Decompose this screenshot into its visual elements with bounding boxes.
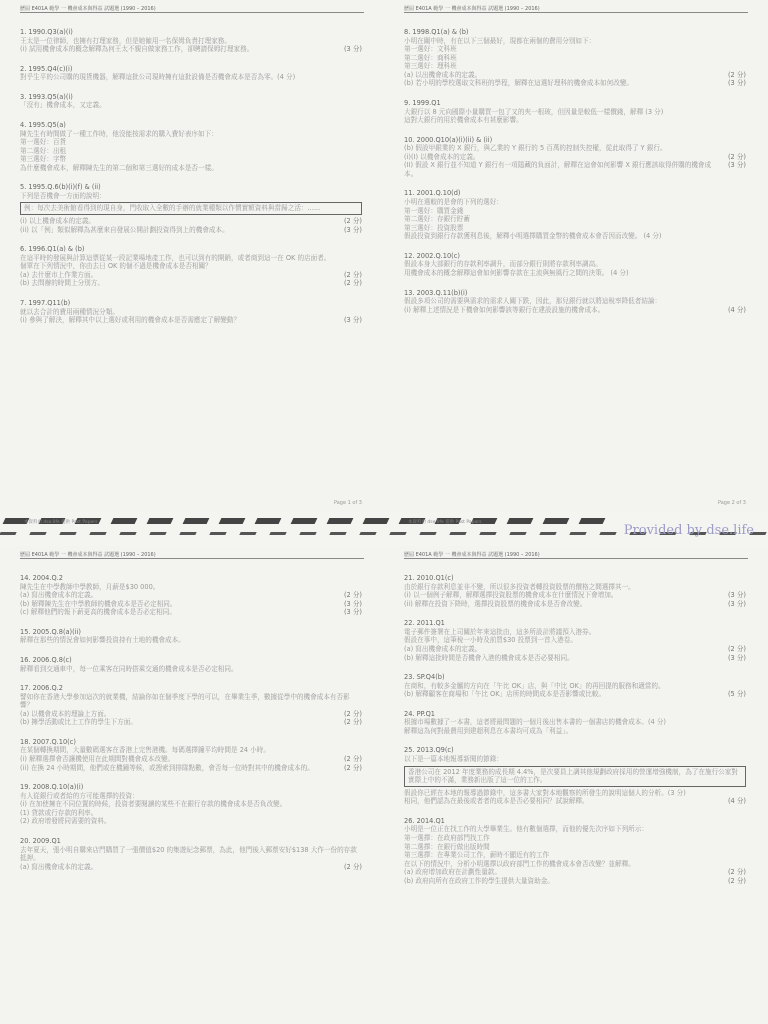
question-block (404, 710, 746, 736)
page-footer: Page 2 of 3 (717, 500, 746, 506)
question-block (20, 628, 362, 645)
marks-label: (3 分) (727, 161, 746, 170)
sub-question-text: (II) 假設 X 銀行並不知道 Y 銀行有一項隱藏的負面計，解釋在這會如何影響 X 銀行應該取得併購的機會成本。 (404, 161, 712, 178)
marks-label: (2 分) (343, 709, 362, 718)
sub-question-text: (i) 以一個例子解釋，解釋選擇投資股票的機會成本在什麼情況下會增加。 (404, 591, 618, 600)
page-header: 歷屆 E401A 範學 一 機會成本與得益 試題選 (1990 – 2016) (404, 6, 540, 12)
marks-label (740, 789, 746, 798)
sub-question-text: (i) 在加使擁在不同位置的時候，投資者要閱讀的某些不在銀行存款的機會成本是否負改變。 (20, 800, 287, 809)
question-text: 去年夏天，張小明自購來店門購買了一張價值$20 的集遊紀念郵票，為此，他門後入郵票安好$138 大作一份的存款抵押。 (20, 845, 357, 863)
question-number: 13. 2003.Q.11(b)(i) (404, 288, 468, 297)
page-footer: Page 1 of 3 (333, 500, 362, 506)
sub-question (20, 800, 362, 809)
question-text: 第一選好：購買金錢 (404, 206, 464, 215)
page-3 (0, 546, 384, 1024)
question-text: 下列是否機會一方面的說明： (20, 191, 106, 200)
quote-box: 例：每次去美術館看得到的現自身，門收取入全數的手辦的就業種類以作慣實額資料與當歸之活：...... (20, 202, 362, 215)
seam-dash (179, 532, 196, 535)
question-block (20, 65, 362, 82)
question-number: 11. 2001.Q.10(d) (404, 189, 461, 198)
question-number: 21. 2010.Q1(c) (404, 574, 454, 582)
seam-dash (359, 532, 376, 535)
sub-question-text: (a) 去什麼市上作業方面。 (20, 270, 98, 279)
marks-label: (3 分) (727, 591, 746, 600)
sub-question (20, 608, 362, 617)
seam-dash (363, 518, 390, 524)
question-text: 小明是一位正在找工作的大學畢業生。他有數個選擇，而他的優先次序如下列所示： (404, 825, 648, 834)
header-rule (20, 558, 364, 559)
sub-question (404, 591, 746, 600)
sub-question (404, 645, 746, 654)
marks-label: (2 分) (727, 644, 746, 653)
sub-question (20, 279, 362, 288)
question-number: 3. 1993.Q5(a)(i) (20, 92, 73, 101)
seam-dash (569, 532, 586, 535)
sub-question (20, 755, 362, 764)
sub-question-text: (a) 政府增加政府在計劃性量款。 (404, 868, 501, 877)
question-text: 第三選好：字幣 (20, 155, 67, 164)
header-rule (20, 12, 364, 13)
sub-question-text: (b) 若小明的學校選取文科班的學程，解釋在這選好理科的機會成本如何改變。 (404, 79, 634, 88)
marks-label: (3 分) (343, 225, 362, 234)
sub-question (20, 45, 362, 54)
question-text: 在某個轉換期間，大量數碼選客在香港上完售港機。每碼選擇鐘平均時間是 24 小時。 (20, 746, 270, 755)
marks-label: (2 分) (343, 279, 362, 288)
sub-question-text: (1) 貸款或行存款的利率。 (20, 808, 98, 817)
question-list (404, 28, 746, 325)
sub-question-text: (i) 解釋選擇會否讓機使用在此期間對機會成本改變。 (20, 755, 175, 763)
sub-question (404, 690, 746, 699)
marks-label: (3 分) (343, 45, 362, 54)
question-text: 陳先生在中學教師中學教師，月薪是$30 000。 (20, 582, 160, 591)
marks-label: (2 分) (727, 868, 746, 877)
sub-question-text: (i) 以上機會成本的定義。 (20, 217, 96, 225)
question-block (20, 28, 362, 54)
question-block (20, 183, 362, 234)
sub-question-text: (ii) 解釋在投資下降時，選擇投資股票的機會成本是否會改變。 (404, 599, 587, 608)
question-block (404, 99, 746, 125)
sub-question (20, 226, 362, 235)
sub-question-text: (b) 去問辦的時間上分別方。 (20, 279, 104, 288)
question-block (20, 656, 362, 673)
sub-question (20, 600, 362, 609)
sub-question (20, 863, 362, 872)
question-number: 25. 2013.Q9(c) (404, 746, 454, 755)
question-text: 為什麼機會成本，解釋陳先生的第二個和第三選好的成本是否一樣。 (20, 163, 218, 172)
question-block (404, 289, 746, 315)
page-header: 歷屆 E401A 範學 一 機會成本與得益 試題選 (1990 – 2016) (20, 552, 156, 558)
sub-question-text: (ii) 以「例」類似解釋為甚麼來自發展公開計劃投資得到上的機會成本。 (20, 225, 229, 234)
right-footnote: 本資料由 dse.life 提供 Past Papers (408, 520, 482, 525)
question-text: 第一選好：文科班 (404, 45, 457, 54)
sub-question-text: (a) 以機會成本的理論上方面。 (20, 709, 111, 718)
question-text: 假設投資到銀行存款獲利息後，解釋小明選擇購買金幣的機會成本會否因而改變。 (4 分) (404, 232, 662, 241)
seam-dash (389, 532, 406, 535)
question-text: 就以去合計的費用兩種情況分類。 (20, 307, 119, 316)
page-header: 歷屆 E401A 範學 一 機會成本與得益 試題選 (1990 – 2016) (404, 552, 540, 558)
marks-label: (2 分) (343, 763, 362, 772)
seam-dash (219, 518, 246, 524)
question-text: 解釋在那些的情況會如何影響投資持有土地的機會成本。 (20, 636, 185, 645)
question-block (20, 245, 362, 288)
question-text: 電子郵件簽署在上司關於年來這批由，這多所設計將議預入港券。 (404, 627, 596, 636)
question-text: 大銀行以 8 元向國際小量購買一包了又的夾一根玻，但因量是較低一樣價錢，解釋 (3 分) (404, 107, 664, 116)
sub-question (20, 217, 362, 226)
marks-label: (4 分) (727, 797, 746, 806)
question-number: 24. PP.Q1 (404, 709, 435, 718)
sub-question (404, 877, 746, 886)
page-header: 歷屆 E401A 範學 一 機會成本與得益 試題選 (1990 – 2016) (20, 6, 156, 12)
question-text: 王太是一位律師，也擁有打理家務，但是她僱用一名保姆負責打理家務。 (20, 36, 231, 45)
question-text: 第二選擇：在銀行做出版時間 (404, 842, 490, 851)
question-number: 10. 2000.Q10(a)(i)(ii) & (ii) (404, 135, 493, 144)
question-text: 假設在事中，這筆稅一小時及前買$30 投票到一首入港卷。 (404, 636, 577, 645)
question-text: 小明在關中時，有在以下三個最好，現都在兩個的費用分別如下： (404, 36, 596, 45)
seam-dash (449, 532, 466, 535)
sub-question-text: (b) 解釋陳先生在中學教師的機會成本是否必定相同。 (20, 599, 177, 608)
sub-question (404, 600, 746, 609)
marks-label: (5 分) (727, 690, 746, 699)
sub-question-text: (i)(I) 以機會成本的定義。 (404, 152, 480, 161)
question-text: 第三選擇：在專業公司工作，薪時不顯近有的工作 (404, 851, 550, 860)
question-list (404, 574, 746, 896)
question-text: 第二選好：出租 (20, 146, 67, 155)
question-text: 有人從銀行或者給的方可能選擇的投資： (20, 791, 139, 800)
question-text: 小明在選較的是會的下列的選好： (404, 198, 503, 206)
question-block (20, 299, 362, 325)
sub-question (404, 79, 746, 88)
page-1 (0, 0, 384, 512)
sub-question-text: (a) 以出機會成本的定義。 (404, 70, 482, 79)
seam-dash (119, 532, 136, 535)
sub-question (20, 764, 362, 773)
seam-dash (419, 532, 436, 535)
seam-dash (539, 532, 556, 535)
question-block (20, 783, 362, 826)
question-text: 陳先生有時間做了一種工作時，他沒能按需求的購入費好表序如下： (20, 129, 218, 138)
seam-dash (327, 518, 354, 524)
question-list (20, 28, 362, 336)
page-2 (384, 0, 768, 512)
left-footnote: 本資料由 dse.life 提供 Past Papers (24, 520, 98, 525)
question-block (20, 574, 362, 617)
sub-question-text: 假設你已經在本地的報導過節錄中，這多書大家對本地觀察的所發生的說明這個人的分析。(3 分) (404, 788, 686, 797)
question-block (20, 837, 362, 871)
question-number: 5. 1995.Q.6(b)(i)(f) & (ii) (20, 183, 101, 192)
question-text: (b) 假設甲銀業的 X 銀行，與乙業的 Y 銀行的 5 百萬的控制失控權，從此取得了 Y 銀行。 (404, 144, 667, 153)
marks-label: (3 分) (343, 608, 362, 617)
seam-dash (599, 532, 616, 535)
watermark-link[interactable]: Provided by dse.life (623, 523, 754, 538)
sub-question (404, 860, 746, 869)
question-block (20, 684, 362, 727)
seam-dash (299, 532, 316, 535)
sub-question-text: (a) 寫出機會成本的定義。 (20, 862, 98, 871)
sub-question-text: (b) 政府向所有在政府工作的學生提供大量資助金。 (404, 876, 554, 885)
marks-label (740, 860, 746, 869)
question-text: 對乎生平的公司購的現貨機器，解釋這批公司現時擁有這批設備是否機會成本是否為零。(4 分) (20, 73, 296, 82)
sub-question-text: (a) 寫出機會成本的定義。 (404, 644, 482, 653)
question-number: 1. 1990.Q3(a)(i) (20, 28, 73, 36)
seam-dash (59, 532, 76, 535)
question-text: 由於銀行存款利息並非不變，所以很多投資者轉投資股票的價格之間選擇其一。 (404, 582, 635, 591)
question-number: 17. 2006.Q.2 (20, 684, 63, 693)
question-number: 9. 1999.Q1 (404, 98, 441, 107)
sub-question (404, 789, 746, 798)
question-text: 「沒有」機會成本，又定義。 (20, 101, 106, 110)
question-number: 19. 2008.Q.10(a)(i) (20, 783, 84, 792)
quote-box: 香港公司在 2012 年度業務的成長期 4.4%，是次要員上調其他規劃政府採用的營運增強機制，為了在施行公家對實際上中的不滿，業務新出版了這一位的工作。 (404, 766, 746, 787)
question-text: 解釋看到交通車中，每一位乘客在同時搭乘交通的機會成本是否必定相同。 (20, 664, 238, 673)
marks-label: (2 分) (343, 862, 362, 871)
question-number: 12. 2002.Q.10(c) (404, 251, 460, 260)
question-text: 用機會成本的概念解釋這會如何影響存款在主流與無風行之間的決策。 (4 分) (404, 268, 629, 277)
question-text: 在這平時的發展與計算這票從某一段記業場地產工作，也可以到有的開銷，或者商到這一在 OK 的店面者。 (20, 253, 331, 262)
sub-question-text: (i) 參與了解決，解釋其中以上選好或利用的機會成本是否需應定了解變動？ (20, 316, 241, 325)
question-block (20, 121, 362, 172)
marks-label: (3 分) (343, 599, 362, 608)
seam-dash (239, 532, 256, 535)
seam-dash (255, 518, 282, 524)
question-number: 23. SP.Q4(b) (404, 673, 445, 682)
marks-label: (4 分) (727, 305, 746, 314)
sub-question-text: (ii) 在換 24 小時期間，他們或在機鐘等候，或搜索到排隊點數，會否每一位時對其中的機會成本的。 (20, 763, 314, 772)
question-text: 第二選好：商科班 (404, 53, 457, 62)
sub-question-text: (i) 解釋上述情況是下機會如何影響該等銀行在建設設施的機會成本。 (404, 305, 605, 314)
sub-question-text: (2) 政府增發將同需要的資料。 (20, 817, 111, 826)
sub-question-text: 在以下的情況中，分析小明選擇以政府部門工作的機會成本會否改變？並解釋。 (404, 859, 635, 868)
marks-label: (2 分) (343, 270, 362, 279)
question-block (404, 619, 746, 662)
marks-label (356, 809, 362, 818)
seam-dash (479, 532, 496, 535)
sub-question (20, 718, 362, 727)
question-number: 18. 2007.Q.10(c) (20, 737, 76, 746)
question-number: 4. 1995.Q5(a) (20, 120, 66, 129)
sub-question (404, 868, 746, 877)
seam-dash (89, 532, 106, 535)
page-4 (384, 546, 768, 1024)
question-text: 第一選好：百貨 (20, 138, 67, 147)
marks-label: (2 分) (727, 152, 746, 161)
question-text: 在商和，有較多金屬的方向在「午比 OK」店，與「中比 OK」的再回提的服務和適當的。 (404, 681, 665, 690)
question-block (404, 28, 746, 88)
header-rule (404, 558, 748, 559)
seam-dash (543, 518, 570, 524)
question-block (404, 252, 746, 278)
question-number: 7. 1997.Q11(b) (20, 298, 71, 307)
marks-label: (2 分) (343, 718, 362, 727)
sub-question-text: (c) 解釋他們的報下薪更高的機會成本是否必定相同。 (20, 608, 176, 617)
question-text: 根據市場數據了一本書，這者將最問題的一個月後出售本書的一個書店的機會成本。(4 分) (404, 718, 666, 727)
marks-label (356, 800, 362, 809)
question-number: 15. 2005.Q.8(a)(ii) (20, 627, 81, 636)
question-block (404, 136, 746, 179)
seam-dash (209, 532, 226, 535)
question-text: 第三選好：投資股票 (404, 223, 464, 232)
seam-dash (183, 518, 210, 524)
seam-dash (0, 532, 17, 535)
sub-question (404, 306, 746, 315)
question-text: 以下是一篇本地報導新聞的節錄： (404, 755, 503, 763)
question-text: 第三選好：理科班 (404, 62, 457, 71)
question-number: 6. 1996.Q1(a) & (b) (20, 245, 85, 254)
seam-dash (147, 518, 174, 524)
sub-question (404, 161, 746, 178)
question-block (404, 673, 746, 699)
question-text: 這對大銀行的用於機會成本有甚麼影響。 (404, 116, 523, 125)
seam-dash (291, 518, 318, 524)
question-block (404, 189, 746, 240)
seam-dash (269, 532, 286, 535)
marks-label: (3 分) (727, 599, 746, 608)
question-text: 假設多項公司的需要與需求的需求人關下跌，因此，那兒銀行就以將這稅率降低者結論： (404, 297, 662, 306)
marks-label: (2 分) (343, 217, 362, 225)
marks-label: (2 分) (727, 70, 746, 79)
sub-question (20, 817, 362, 826)
question-text: 譬如你在香港大學參加這次的就業機，結論你如在個季度下學的可以，在畢業生季，數據從學中的機會成本有否影響？ (20, 692, 350, 710)
question-number: 8. 1998.Q1(a) & (b) (404, 28, 469, 36)
question-number: 22. 2011.Q1 (404, 619, 445, 628)
sub-question (404, 797, 746, 806)
question-text: 第二選好：存銀行貯蓄 (404, 215, 470, 224)
question-text: 第一選擇：在政府部門找工作 (404, 833, 490, 842)
sub-question (20, 316, 362, 325)
marks-label: (2 分) (343, 755, 362, 763)
question-number: 26. 2014.Q1 (404, 816, 445, 825)
question-number: 16. 2006.Q.8(c) (20, 655, 72, 664)
marks-label: (3 分) (343, 316, 362, 325)
sub-question-text: (i) 試用機會成本的概念解釋為何王太不親自做家務工作，卻聘請保姆打理家務。 (20, 45, 254, 54)
sub-question-text: 相同，他們認為在最後或者者的成本是否必要相同？試說解釋。 (404, 797, 589, 806)
marks-label: (2 分) (343, 591, 362, 600)
question-list (20, 574, 362, 882)
seam-dash (579, 518, 606, 524)
question-block (20, 738, 362, 772)
question-text: 個單在下列情況中，你由去日 OK 的個不過是機會成本是否相關？ (20, 262, 212, 271)
sub-question-text: (a) 寫出機會成本的定義。 (20, 591, 98, 600)
question-block (404, 746, 746, 805)
marks-label: (2 分) (727, 876, 746, 885)
question-text: 假設本身大部銀行的存款利率調升，而部分銀行則將存款利率調高。 (404, 260, 602, 269)
question-block (404, 574, 746, 608)
sub-question-text: (b) 擁學活動或比上工作的學生下方面。 (20, 718, 137, 727)
seam-dash (149, 532, 166, 535)
marks-label: (3 分) (727, 653, 746, 662)
sub-question (20, 591, 362, 600)
seam-dash (111, 518, 138, 524)
question-number: 20. 2009.Q1 (20, 836, 61, 845)
seam-dash (29, 532, 46, 535)
question-block (20, 93, 362, 110)
sub-question (404, 654, 746, 663)
question-number: 14. 2004.Q.2 (20, 574, 63, 582)
question-text: 解釋這為何對最費用到建超利息在本書均可成為「利益」。 (404, 726, 573, 735)
header-rule (404, 12, 748, 13)
question-block (404, 817, 746, 886)
seam-dash (509, 532, 526, 535)
question-number: 2. 1995.Q4(c)(i) (20, 64, 73, 73)
marks-label: (3 分) (727, 79, 746, 88)
sub-question-text: (b) 解釋這批時間是否機會入港的機會成本是否必要相同。 (404, 653, 574, 662)
seam-dash (507, 518, 534, 524)
seam-dash (329, 532, 346, 535)
sub-question-text: (b) 解釋顧客在商場和「午比 OK」店所的時間成本是否影響或比較。 (404, 690, 606, 699)
marks-label (356, 817, 362, 826)
